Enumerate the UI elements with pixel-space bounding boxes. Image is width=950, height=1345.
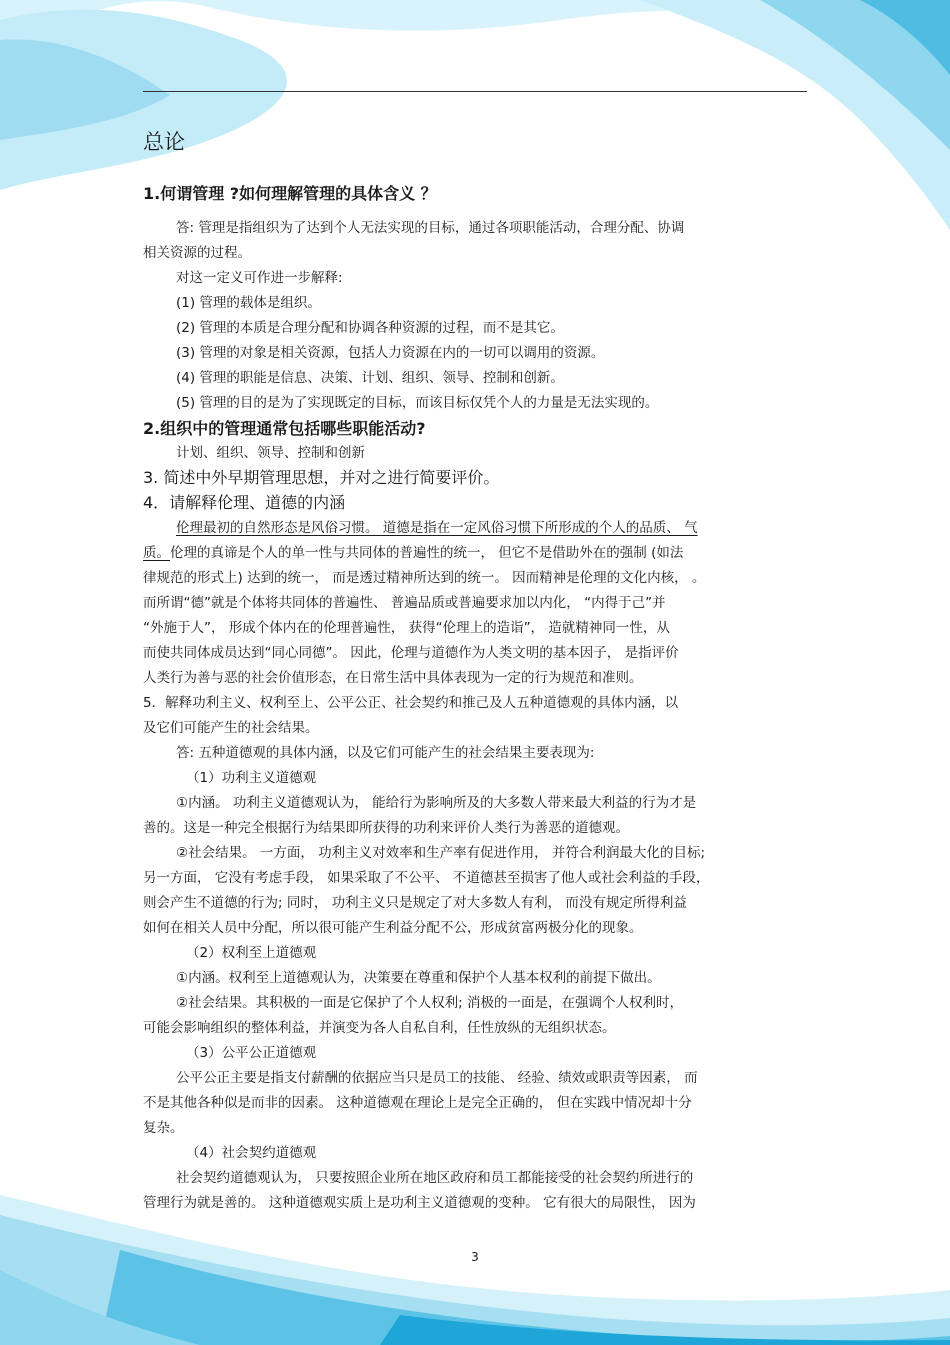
question-5-heading-line-1: 5．解释功利主义、权利至上、公平公正、社会契约和推己及人五种道德观的具体内涵，以 — [143, 695, 679, 711]
page-number: 3 — [471, 1250, 479, 1264]
q5-s4-line: 管理行为就是善的。 这种道德观实质上是功利主义道德观的变种。 它有很大的局限性， 因为 — [143, 1195, 696, 1211]
q5-s1-line: 如何在相关人员中分配，所以很可能产生利益分配不公，形成贫富两极分化的现象。 — [143, 920, 643, 936]
q5-s3-line: 公平公正主要是指支付薪酬的依据应当只是员工的技能、 经验、绩效或职责等因素， 而 — [176, 1070, 698, 1086]
question-5-heading-line-2: 及它们可能产生的社会结果。 — [143, 720, 319, 736]
q1-point: (3) 管理的对象是相关资源，包括人力资源在内的一切可以调用的资源。 — [176, 345, 605, 361]
q5-s1-line: ①内涵。 功利主义道德观认为， 能给行为影响所及的大多数人带来最大利益的行为才是 — [176, 795, 697, 811]
q5-s3-line: 不是其他各种似是而非的因素。 这种道德观在理论上是完全正确的， 但在实践中情况却十分 — [143, 1095, 692, 1111]
question-1-heading: 1.何谓管理 ?如何理解管理的具体含义 ？ — [143, 184, 437, 203]
q4-answer-line: “外施于人”， 形成个体内在的伦理普遍性， 获得“伦理上的造诣”， 造就精神同一性，从 — [143, 620, 670, 636]
q5-s3-line: 复杂。 — [143, 1120, 184, 1136]
q4-answer-line: 而所谓“德”就是个体将共同体的普遍性、 普遍品质或普遍要求加以内化， “内得于己”并 — [143, 595, 666, 611]
question-3-heading: 3. 简述中外早期管理思想，并对之进行简要评价。 — [143, 468, 500, 487]
q1-point: (2) 管理的本质是合理分配和协调各种资源的过程，而不是其它。 — [176, 320, 564, 336]
q4-answer-line: 伦理最初的自然形态是风俗习惯。 道德是指在一定风俗习惯下所形成的个人的品质、 气 — [176, 520, 698, 536]
q1-answer-line-2: 相关资源的过程。 — [143, 245, 251, 261]
q4-answer-line: 律规范的形式上) 达到的统一， 而是透过精神所达到的统一。 因而精神是伦理的文化内核， 。 — [143, 570, 706, 586]
q4-answer-line: 人类行为善与恶的社会价值形态，在日常生活中具体表现为一定的行为规范和准则。 — [143, 670, 643, 686]
question-4-heading: 4．请解释伦理、道德的内涵 — [143, 493, 346, 512]
q5-s2-line: ②社会结果。其积极的一面是它保护了个人权利; 消极的一面是，在强调个人权利时， — [176, 995, 683, 1011]
q5-s1-line: 另一方面， 它没有考虑手段， 如果采取了不公平、 不道德甚至损害了他人或社会利益的手段， — [143, 870, 710, 886]
q5-s1-line: 则会产生不道德的行为; 同时， 功利主义只是规定了对大多数人有利， 而没有规定所得利益 — [143, 895, 687, 911]
q4-answer-text: 质。伦理的真谛是个人的单一性与共同体的普遍性的统一， 但它不是借助外在的强制 (如法 — [143, 545, 684, 561]
q5-subsection-3-title: （3）公平公正道德观 — [186, 1045, 317, 1061]
question-2-heading: 2.组织中的管理通常包括哪些职能活动? — [143, 419, 426, 438]
q5-subsection-4-title: （4）社会契约道德观 — [186, 1145, 317, 1161]
q5-s1-line: ②社会结果。 一方面， 功利主义对效率和生产率有促进作用， 并符合利润最大化的目标; — [176, 845, 706, 861]
q1-answer-line-1: 答: 管理是指组织为了达到个人无法实现的目标，通过各项职能活动，合理分配、协调 — [176, 220, 685, 236]
q5-subsection-1-title: （1）功利主义道德观 — [186, 770, 317, 786]
q1-point: (5) 管理的目的是为了实现既定的目标，而该目标仅凭个人的力量是无法实现的。 — [176, 395, 659, 411]
section-title: 总论 — [143, 130, 185, 154]
q5-answer-intro: 答: 五种道德观的具体内涵，以及它们可能产生的社会结果主要表现为: — [176, 745, 595, 761]
q1-explain-intro: 对这一定义可作进一步解释: — [176, 270, 343, 286]
q5-subsection-2-title: （2）权利至上道德观 — [186, 945, 317, 961]
q5-s2-line: ①内涵。权利至上道德观认为，决策要在尊重和保护个人基本权利的前提下做出。 — [176, 970, 661, 986]
q1-point: (4) 管理的职能是信息、决策、计划、组织、领导、控制和创新。 — [176, 370, 564, 386]
q4-answer-line — [143, 543, 807, 563]
q5-s1-line: 善的。这是一种完全根据行为结果即所获得的功利来评价人类行为善恶的道德观。 — [143, 820, 629, 836]
q4-answer-line: 而使共同体成员达到“同心同德”。 因此，伦理与道德作为人类文明的基本因子， 是指评价 — [143, 645, 679, 661]
q1-point: (1) 管理的载体是组织。 — [176, 295, 321, 311]
q5-s2-line: 可能会影响组织的整体利益，并演变为各人自私自利，任性放纵的无组织状态。 — [143, 1020, 616, 1036]
header-rule — [143, 91, 807, 92]
q5-s4-line: 社会契约道德观认为， 只要按照企业所在地区政府和员工都能接受的社会契约所进行的 — [176, 1170, 694, 1186]
q2-answer: 计划、组织、领导、控制和创新 — [176, 445, 365, 461]
